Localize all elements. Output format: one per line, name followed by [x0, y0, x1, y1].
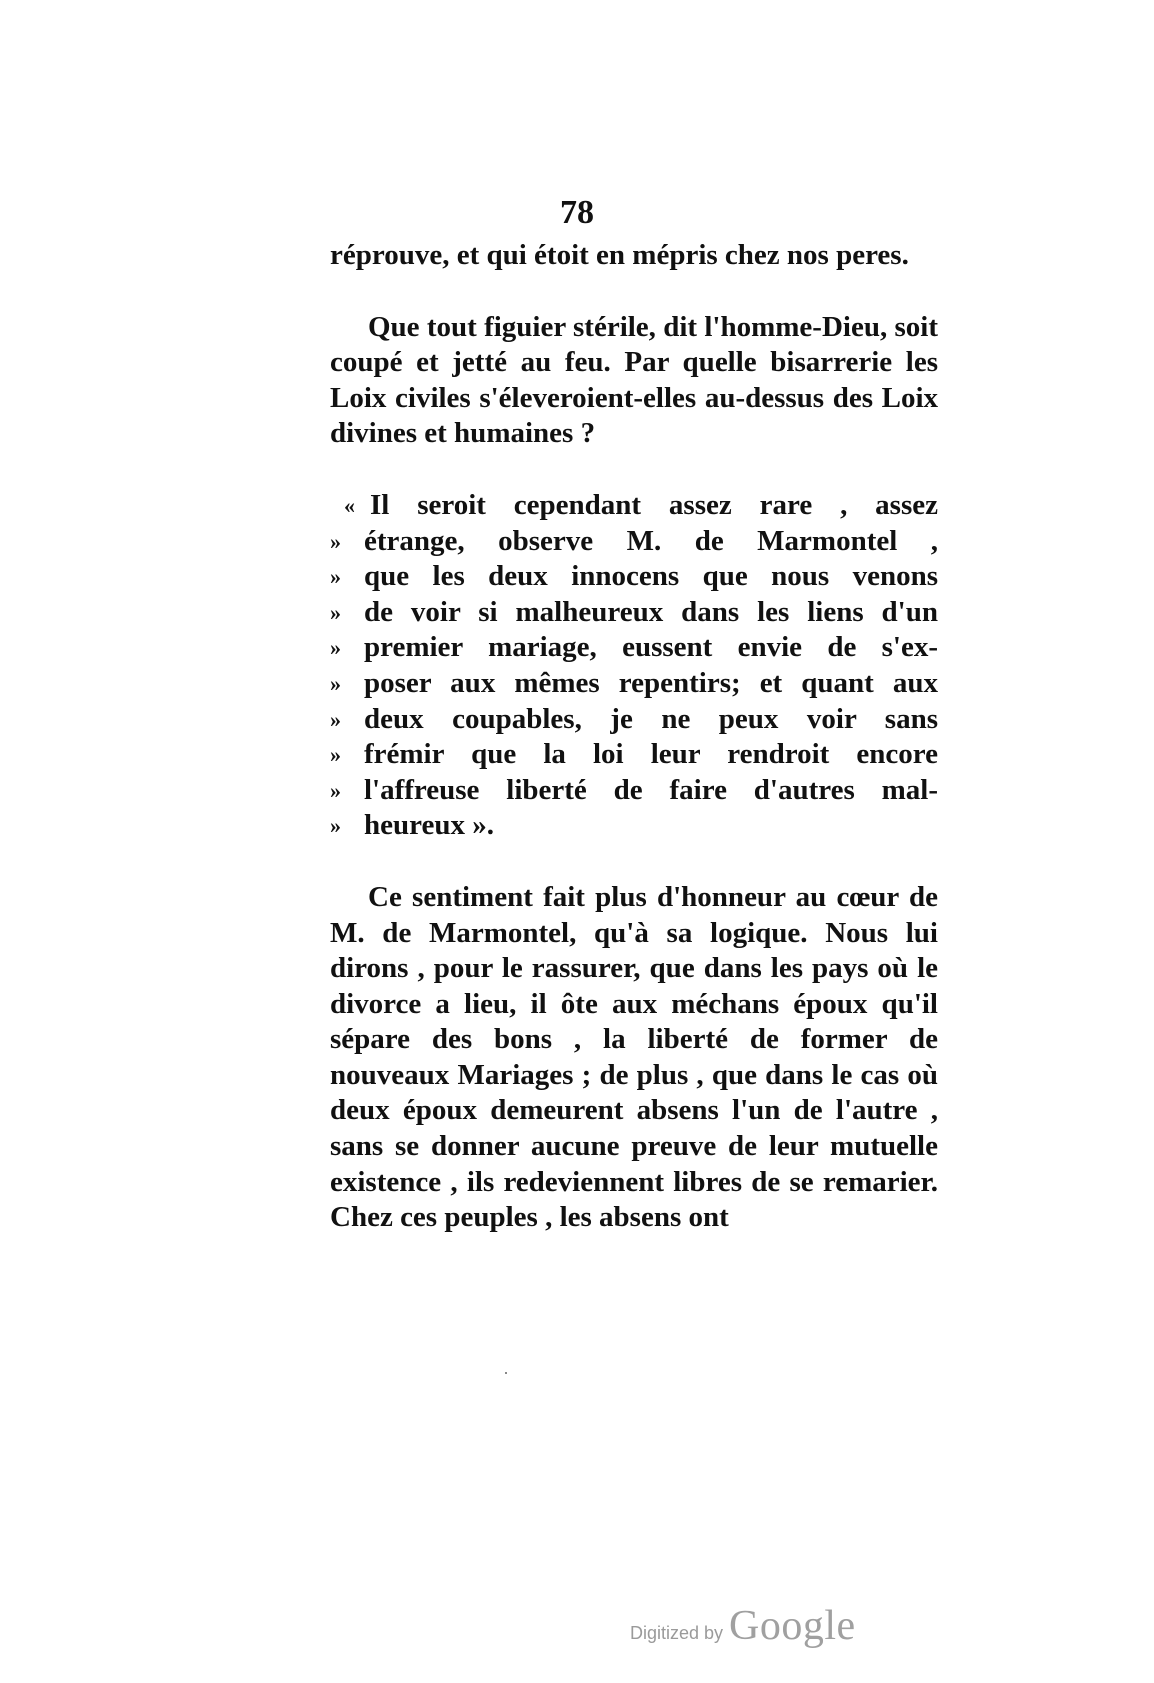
body-text: [330, 238, 938, 1236]
quote-mark: «: [344, 492, 355, 518]
quote-line-text: heureux ».: [364, 809, 494, 842]
quote-line: [330, 808, 938, 844]
quote-line-text: frémir que la loi leur rendroit encore: [364, 738, 938, 771]
quote-mark: »: [330, 528, 341, 554]
quote-line: [330, 595, 938, 631]
quote-line-text: deux coupables, je ne peux voir sans: [364, 702, 938, 735]
quote-line-text: premier mariage, eussent envie de s'ex-: [364, 631, 938, 664]
scan-speck: [505, 1372, 507, 1374]
quote-line: [330, 773, 938, 809]
quote-line: [330, 666, 938, 702]
quote-mark: »: [330, 813, 341, 839]
quote-line: [330, 702, 938, 738]
quote-mark: »: [330, 777, 341, 803]
quotation-marmontel: [330, 488, 938, 844]
quote-mark: »: [330, 670, 341, 696]
quote-mark: »: [330, 599, 341, 625]
watermark-prefix: Digitized by: [630, 1623, 724, 1643]
quote-line: [330, 524, 938, 560]
quote-line: [330, 559, 938, 595]
quote-line-text: l'affreuse liberté de faire d'autres mal-: [364, 773, 938, 806]
digitized-watermark: [630, 1602, 856, 1652]
quote-mark: »: [330, 706, 341, 732]
quote-line-text: de voir si malheureux dans les liens d'un: [364, 595, 938, 628]
google-logo: Google: [729, 1603, 856, 1649]
paragraph-figuier: Que tout figuier stérile, dit l'homme-Dieu, soit coupé et jetté au feu. Par quelle bisarrerie les Loix civiles s'éleveroient-elles au-dessus des Loix divines et humaines ?: [330, 310, 938, 450]
paragraph-sentiment: Ce sentiment fait plus d'honneur au cœur de M. de Marmontel, qu'à sa logique. Nous lui dirons , pour le rassurer, que dans les pays où le divorce a lieu, il ôte aux méchans époux qu'il sépare des bons , la liberté de former de nouveaux Mariages ; de plus , que dans le cas où deux époux demeurent absens l'un de l'autre , sans se donner aucune preuve de leur mutuelle existence , ils redeviennent libres de se remarier. Chez ces peuples , les absens ont: [330, 880, 938, 1234]
quote-mark: »: [330, 635, 341, 661]
quote-line-text: poser aux mêmes repentirs; et quant aux: [364, 666, 938, 699]
quote-mark: »: [330, 564, 341, 590]
quote-line: [330, 488, 938, 524]
quote-line-text: que les deux innocens que nous venons: [364, 560, 938, 593]
quote-mark: »: [330, 742, 341, 768]
quote-line-text: étrange, observe M. de Marmontel ,: [364, 524, 938, 557]
quote-line: [330, 630, 938, 666]
quote-line: [330, 737, 938, 773]
paragraph-continuation: réprouve, et qui étoit en mépris chez nos peres.: [330, 239, 909, 271]
page-number: 78: [560, 194, 594, 231]
quote-line-text: Il seroit cependant assez rare , assez: [370, 488, 938, 521]
